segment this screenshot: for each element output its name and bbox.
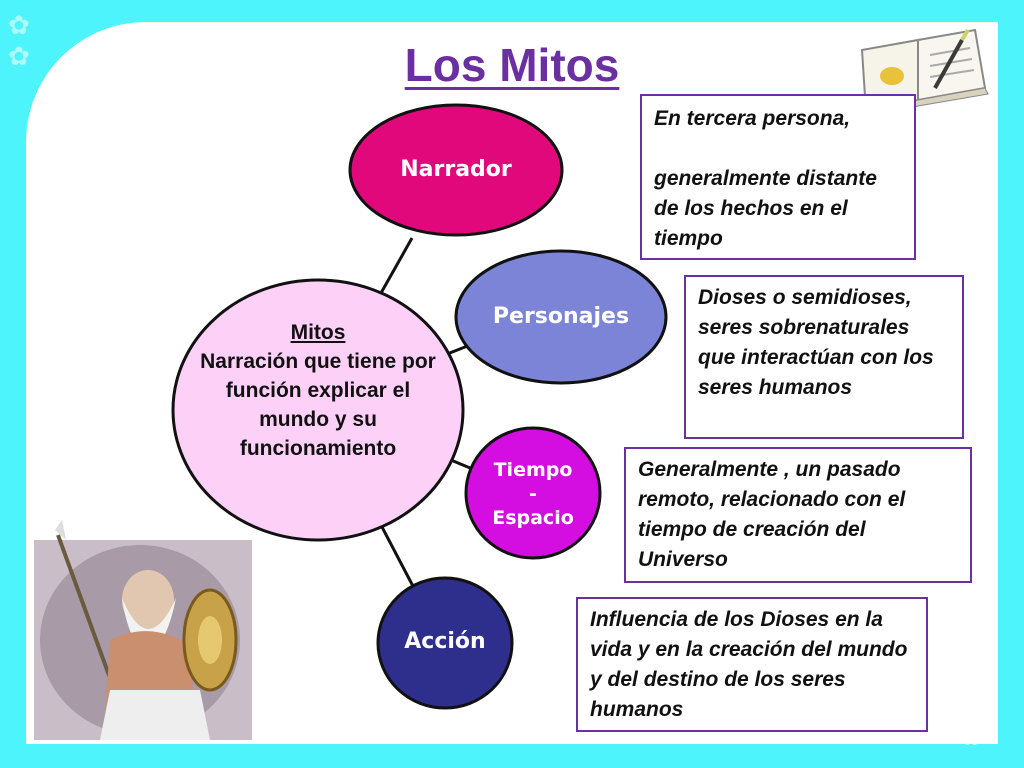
description-box-personajes: Dioses o semidioses, seres sobrenaturales que interactúan con los seres humanos — [684, 275, 964, 439]
node-accion-label: Acción — [404, 629, 486, 654]
node-personajes-label: Personajes — [492, 304, 630, 329]
node-tiempo-line3: Espacio — [492, 507, 574, 529]
node-narrador-label: Narrador — [400, 157, 512, 182]
description-box-tiempo-espacio: Generalmente , un pasado remoto, relacionado con el tiempo de creación del Universo — [624, 447, 972, 583]
center-node-heading: Mitos — [290, 321, 346, 344]
node-tiempo-espacio-label — [476, 458, 590, 530]
zeus-illustration — [34, 520, 252, 740]
node-tiempo-line2: - — [529, 483, 537, 505]
corner-ornament-bottom-right: ✿ ✿ — [960, 690, 982, 751]
corner-ornament-top-left: ✿ ✿ — [8, 10, 30, 71]
description-box-accion: Influencia de los Dioses en la vida y en la creación del mundo y del destino de los seres humanos — [576, 597, 928, 732]
description-narrador-line1: En tercera persona, — [654, 107, 851, 130]
slide-title: Los Mitos — [404, 39, 620, 91]
node-tiempo-line1: Tiempo — [493, 459, 573, 481]
description-box-narrador — [640, 94, 916, 260]
center-node-body: Narración que tiene por función explicar el mundo y su funcionamiento — [200, 350, 436, 460]
description-narrador-line2: generalmente distante de los hechos en el tiempo — [654, 167, 877, 250]
center-node-text — [196, 318, 440, 463]
